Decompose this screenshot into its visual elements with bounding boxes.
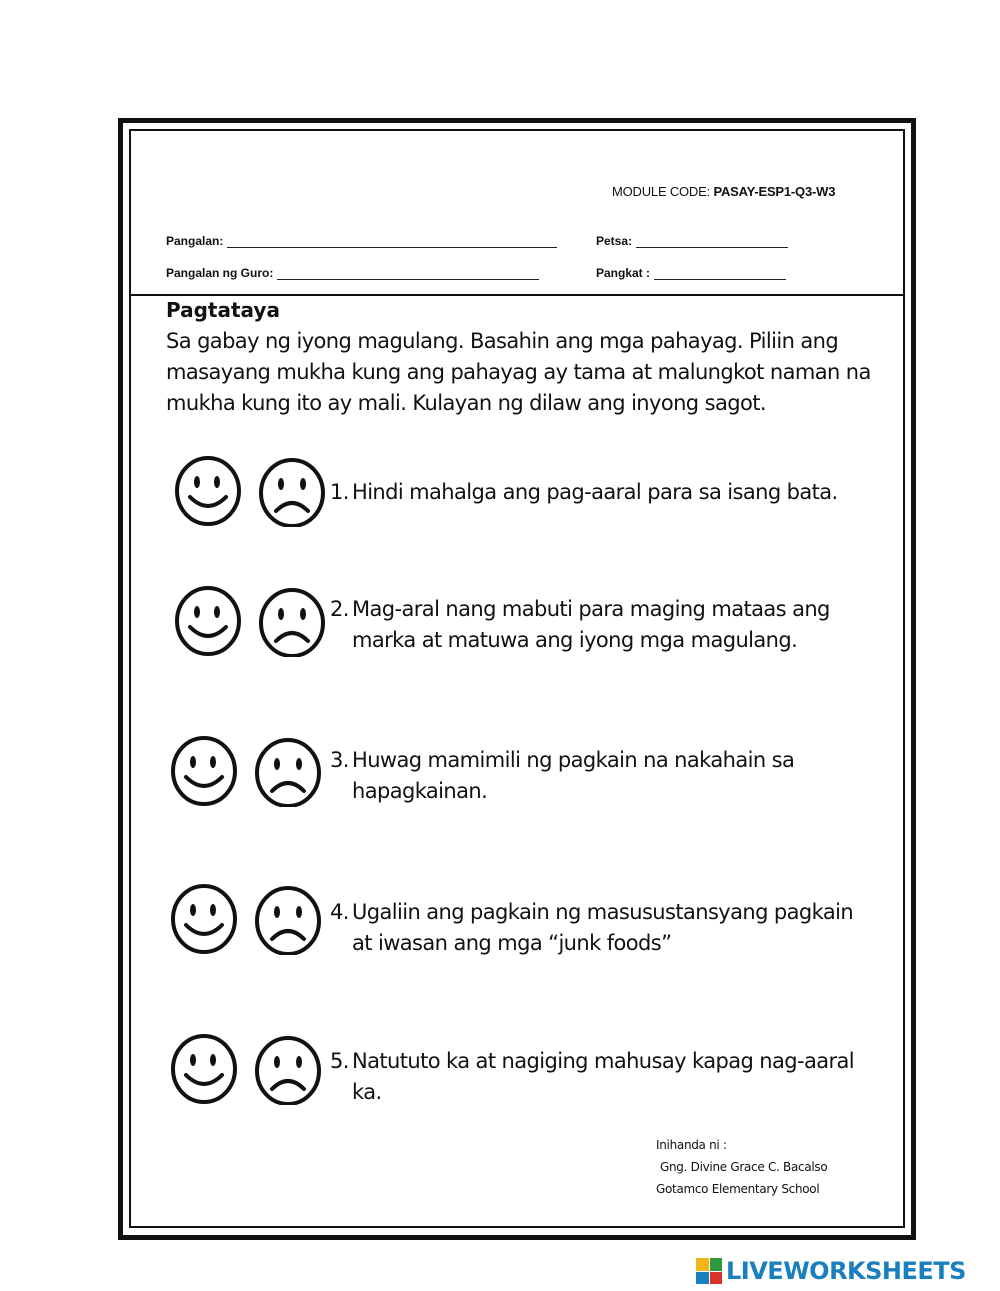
statement-2 — [330, 594, 875, 656]
statement-1 — [330, 477, 875, 508]
sad-face-icon[interactable] — [257, 1038, 319, 1104]
statement-text-continued: hapagkainan. — [352, 779, 488, 803]
liveworksheets-logo-icon — [696, 1258, 722, 1284]
statement-text-continued: ka. — [352, 1080, 382, 1104]
answer-faces-2 — [172, 585, 332, 657]
page-title: Pagtataya — [166, 298, 280, 322]
sad-face-icon[interactable] — [261, 590, 323, 656]
name-label: Pangalan: — [166, 234, 224, 248]
module-code-label: MODULE CODE: — [612, 184, 711, 199]
header-divider — [131, 294, 903, 296]
teacher-label: Pangalan ng Guro: — [166, 266, 274, 280]
author-name: Gng. Divine Grace C. Bacalso — [660, 1160, 828, 1174]
statement-text: Hindi mahalga ang pag-aaral para sa isang bata. — [352, 480, 838, 504]
statement-text: Ugaliin ang pagkain ng masusustansyang pagkain — [352, 900, 854, 924]
date-label: Petsa: — [596, 234, 633, 248]
statement-number: 1. — [330, 480, 349, 504]
date-field — [596, 234, 788, 248]
answer-faces-4 — [168, 883, 328, 955]
happy-face-icon[interactable] — [177, 588, 239, 654]
module-code — [612, 184, 835, 199]
date-input-line[interactable] — [636, 237, 788, 248]
statement-number: 2. — [330, 597, 349, 621]
sad-face-icon[interactable] — [257, 888, 319, 954]
brand-name: LIVEWORKSHEETS — [726, 1257, 966, 1285]
statement-3 — [330, 745, 875, 807]
answer-faces-5 — [168, 1033, 328, 1105]
prepared-by-label: Inihanda ni : — [656, 1138, 727, 1152]
section-label: Pangkat : — [596, 266, 651, 280]
school-name: Gotamco Elementary School — [656, 1182, 820, 1196]
statement-text-continued: at iwasan ang mga “junk foods” — [352, 931, 672, 955]
happy-face-icon[interactable] — [173, 738, 235, 804]
happy-face-icon[interactable] — [173, 1036, 235, 1102]
statement-text: Huwag mamimili ng pagkain na nakahain sa — [352, 748, 795, 772]
name-input-line[interactable] — [227, 237, 557, 248]
sad-face-icon[interactable] — [257, 740, 319, 806]
prepared-by — [656, 1134, 827, 1200]
happy-face-icon[interactable] — [173, 886, 235, 952]
sad-face-icon[interactable] — [261, 460, 323, 526]
statement-text-continued: marka at matuwa ang iyong mga magulang. — [352, 628, 798, 652]
teacher-input-line[interactable] — [277, 269, 539, 280]
statement-text: Mag-aral nang mabuti para maging mataas ang — [352, 597, 830, 621]
statement-number: 5. — [330, 1049, 349, 1073]
name-field — [166, 234, 557, 248]
answer-faces-3 — [168, 735, 328, 807]
instructions: Sa gabay ng iyong magulang. Basahin ang mga pahayag. Piliin ang masayang mukha kung ang pahayag ay tama at malungkot naman na mukha kung ito ay mali. Kulayan ng dilaw ang inyong sagot. — [166, 329, 871, 415]
liveworksheets-brand[interactable] — [696, 1256, 966, 1286]
statement-number: 4. — [330, 900, 349, 924]
statement-number: 3. — [330, 748, 349, 772]
section-field — [596, 266, 786, 280]
statement-5 — [330, 1046, 875, 1108]
answer-faces-1 — [172, 455, 332, 527]
teacher-field — [166, 266, 539, 280]
section-input-line[interactable] — [654, 269, 786, 280]
statement-4 — [330, 897, 875, 959]
statement-text: Natututo ka at nagiging mahusay kapag nag-aaral — [352, 1049, 855, 1073]
happy-face-icon[interactable] — [177, 458, 239, 524]
module-code-value: PASAY-ESP1-Q3-W3 — [713, 184, 836, 199]
